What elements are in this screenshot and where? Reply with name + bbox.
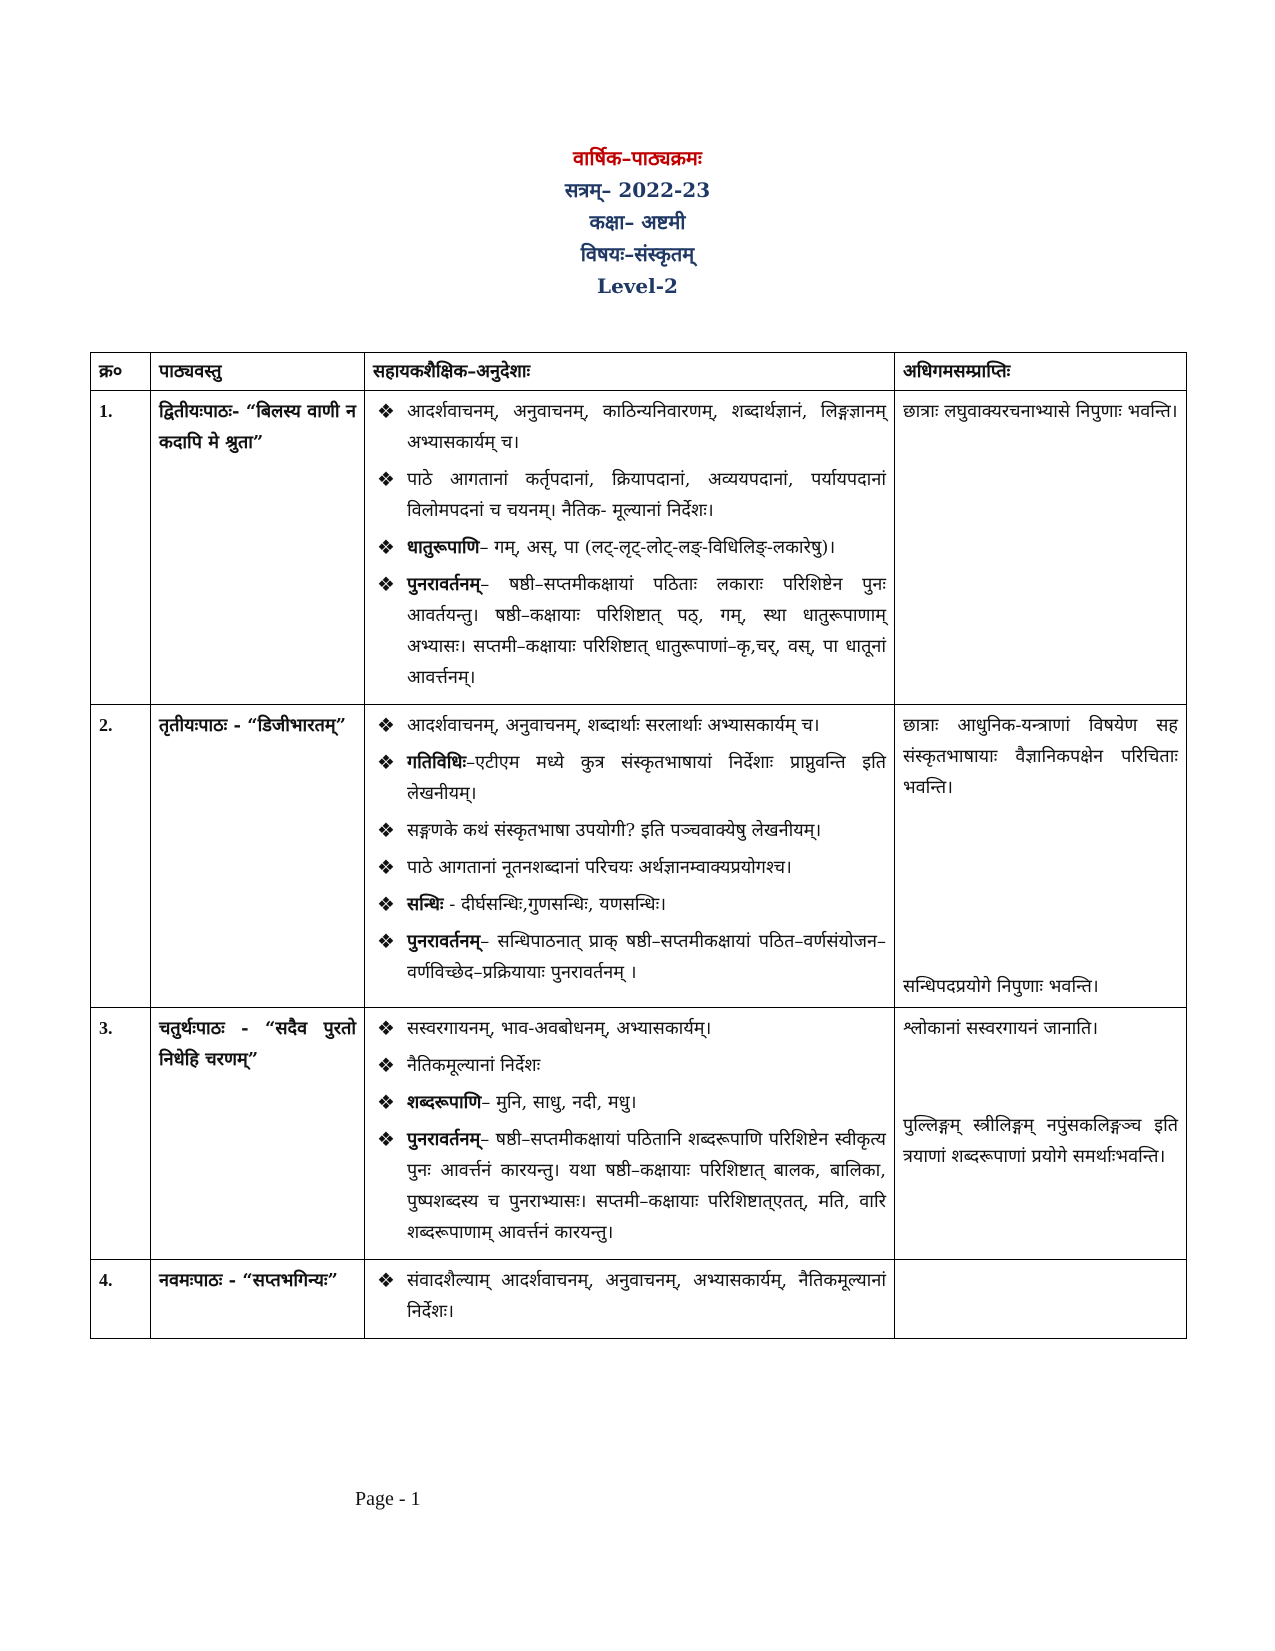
document-title: वार्षिक–पाठ्यक्रमः	[573, 146, 702, 170]
header-content: पाठ्यवस्तु	[151, 353, 365, 391]
diamond-bullet-icon: ❖	[377, 1016, 395, 1040]
header-serial: क्र०	[91, 353, 151, 391]
list-item: ❖ पाठे आगतानां नूतनशब्दानां परिचयः अर्थज्ञानम्वाक्यप्रयोगश्च।	[373, 852, 886, 883]
session-line: सत्रम्– 2022-23	[564, 178, 711, 202]
diamond-bullet-icon: ❖	[377, 750, 395, 774]
diamond-bullet-icon: ❖	[377, 855, 395, 879]
row-topic: नवमःपाठः - “सप्तभगिन्यः”	[151, 1260, 365, 1339]
outcome-text: श्लोकानां सस्वरगायनं जानाति।	[903, 1018, 1099, 1039]
diamond-bullet-icon: ❖	[377, 1127, 395, 1151]
list-item: ❖ संवादशैल्याम् आदर्शवाचनम्, अनुवाचनम्, अभ्यासकार्यम्, नैतिकमूल्यानां निर्देशः।	[373, 1265, 886, 1327]
list-item: ❖ नैतिकमूल्यानां निर्देशः	[373, 1050, 886, 1081]
list-item: ❖ पाठे आगतानां कर्तृपदानां, क्रियापदानां, अव्ययपदानां, पर्यायपदानां विलोमपदनां च चयनम्। नैतिक- मूल्यानां निर्देशः।	[373, 464, 886, 526]
diamond-bullet-icon: ❖	[377, 1053, 395, 1077]
table-header-row	[91, 353, 1187, 391]
diamond-bullet-icon: ❖	[377, 1268, 395, 1292]
diamond-bullet-icon: ❖	[377, 713, 395, 737]
diamond-bullet-icon: ❖	[377, 467, 395, 491]
row-topic: द्वितीयःपाठः- “बिलस्य वाणी न कदापि मे श्रुता”	[151, 391, 365, 705]
list-item: ❖ पुनरावर्तनम्– षष्ठी–सप्तमीकक्षायां पठितानि शब्दरूपाणि परिशिष्टेन स्वीकृत्य पुनः आवर्त्तनं कारयन्तु। यथा षष्ठी–कक्षायाः परिशिष्टात् बालक, बालिका, पुष्पशब्दस्य च पुनराभ्यासः। सप्तमी–कक्षायाः परिशिष्टात्एतत्, मति, वारि शब्दरूपाणाम् आवर्त्तनं कारयन्तु।	[373, 1124, 886, 1248]
diamond-bullet-icon: ❖	[377, 535, 395, 559]
list-item: ❖ आदर्शवाचनम्, अनुवाचनम्, शब्दार्थाः सरलार्थाः अभ्यासकार्यम् च।	[373, 710, 886, 741]
syllabus-table	[90, 352, 1187, 1339]
header-instructions: सहायकशैक्षिक–अनुदेशाः	[365, 353, 895, 391]
subject-line: विषयः–संस्कृतम्	[580, 242, 695, 266]
level-line: Level-2	[597, 274, 678, 298]
list-item: ❖ गतिविधिः–एटीएम मध्ये कुत्र संस्कृतभाषायां निर्देशाः प्राप्नुवन्ति इति लेखनीयम्।	[373, 747, 886, 809]
row-instructions	[365, 1260, 895, 1339]
table-row	[91, 1260, 1187, 1339]
outcome-text: छात्राः आधुनिक-यन्त्राणां विषयेण सह संस्कृतभाषायाः वैज्ञानिकपक्षेन परिचिताः भवन्ति।	[903, 715, 1178, 798]
row-outcomes	[895, 1260, 1187, 1339]
list-item: ❖ सन्धिः - दीर्घसन्धिः,गुणसन्धिः, यणसन्धिः।	[373, 889, 886, 920]
row-instructions	[365, 1008, 895, 1260]
list-item: ❖ आदर्शवाचनम्, अनुवाचनम्, काठिन्यनिवारणम्, शब्दार्थज्ञानं, लिङ्गज्ञानम् अभ्यासकार्यम् च।	[373, 396, 886, 458]
document-header	[0, 142, 1275, 302]
list-item: ❖ सस्वरगायनम्, भाव-अवबोधनम्, अभ्यासकार्यम्।	[373, 1013, 886, 1044]
row-instructions	[365, 705, 895, 1008]
row-serial: 4.	[91, 1260, 151, 1339]
outcome-text: सन्धिपदप्रयोगे निपुणाः भवन्ति।	[903, 976, 1099, 997]
row-serial: 3.	[91, 1008, 151, 1260]
header-outcomes: अधिगमसम्प्राप्तिः	[895, 353, 1187, 391]
list-item: ❖ धातुरूपाणि– गम्, अस्, पा (लट्-लृट्-लोट्-लङ्-विधिलिङ्-लकारेषु)।	[373, 532, 886, 563]
class-line: कक्षा– अष्टमी	[589, 210, 686, 234]
row-serial: 2.	[91, 705, 151, 1008]
row-topic: तृतीयःपाठः - “डिजीभारतम्”	[151, 705, 365, 1008]
list-item: ❖ पुनरावर्तनम्– षष्ठी–सप्तमीकक्षायां पठिताः लकाराः परिशिष्टेन पुनः आवर्तयन्तु। षष्ठी–कक्षायाः परिशिष्टात् पठ्, गम्, स्था धातुरूपाणाम् अभ्यासः। सप्तमी–कक्षायाः परिशिष्टात् धातुरूपाणां–कृ,चर्, वस्, पा धातूनां आवर्त्तनम्।	[373, 569, 886, 693]
outcome-text: पुल्लिङ्गम् स्त्रीलिङ्गम् नपुंसकलिङ्गञ्च इति त्रयाणां शब्दरूपाणां प्रयोगे समर्थाःभवन्ति।	[903, 1115, 1178, 1167]
diamond-bullet-icon: ❖	[377, 1090, 395, 1114]
diamond-bullet-icon: ❖	[377, 818, 395, 842]
row-serial: 1.	[91, 391, 151, 705]
table-row	[91, 705, 1187, 1008]
diamond-bullet-icon: ❖	[377, 892, 395, 916]
outcome-text: छात्राः लघुवाक्यरचनाभ्यासे निपुणाः भवन्ति।	[903, 401, 1178, 422]
row-topic: चतुर्थःपाठः - “सदैव पुरतो निधेहि चरणम्”	[151, 1008, 365, 1260]
table-row	[91, 1008, 1187, 1260]
diamond-bullet-icon: ❖	[377, 572, 395, 596]
row-outcomes	[895, 705, 1187, 1008]
diamond-bullet-icon: ❖	[377, 929, 395, 953]
diamond-bullet-icon: ❖	[377, 399, 395, 423]
row-instructions	[365, 391, 895, 705]
list-item: ❖ शब्दरूपाणि– मुनि, साधु, नदी, मधु।	[373, 1087, 886, 1118]
row-outcomes	[895, 391, 1187, 705]
table-row	[91, 391, 1187, 705]
list-item: ❖ पुनरावर्तनम्– सन्धिपाठनात् प्राक् षष्ठी–सप्तमीकक्षायां पठित–वर्णसंयोजन–वर्णविच्छेद–प्रक्रियायाः पुनरावर्तनम् ।	[373, 926, 886, 988]
row-outcomes	[895, 1008, 1187, 1260]
page-number: Page - 1	[355, 1488, 421, 1510]
list-item: ❖ सङ्गणके कथं संस्कृतभाषा उपयोगी? इति पञ्चवाक्येषु लेखनीयम्।	[373, 815, 886, 846]
